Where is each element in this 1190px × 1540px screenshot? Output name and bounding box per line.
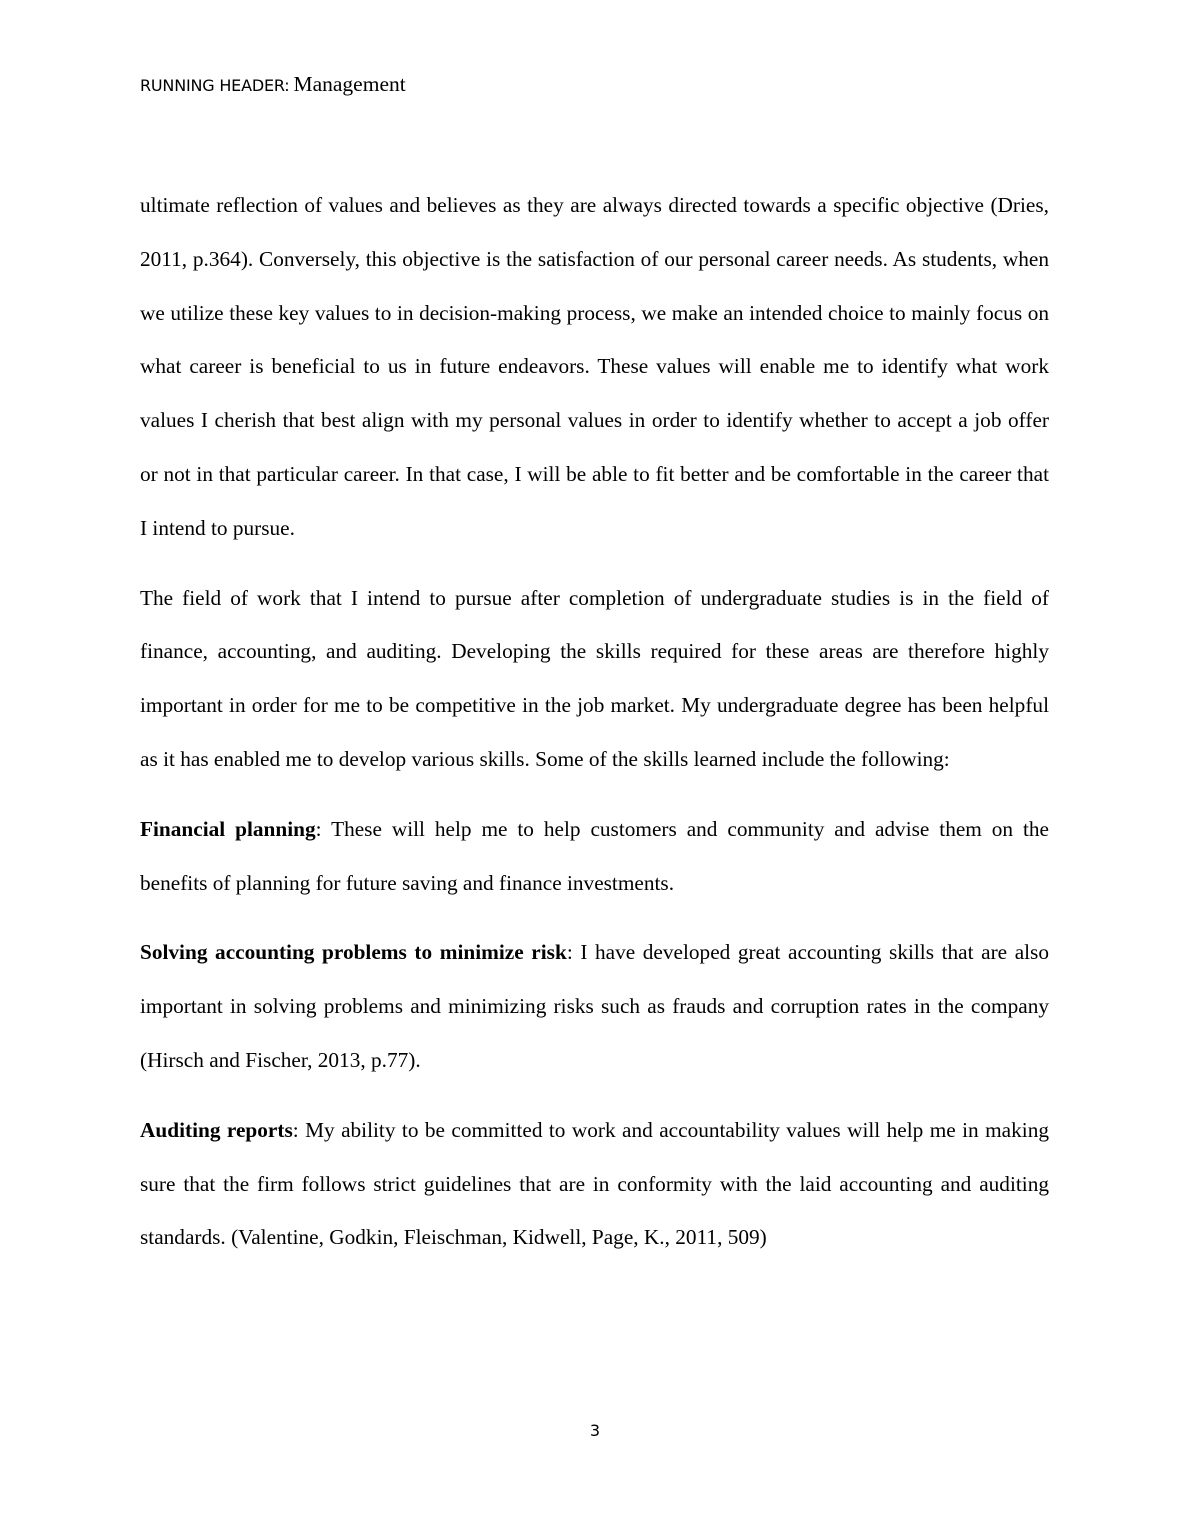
body-paragraph: The field of work that I intend to pursue after completion of undergraduate studies is in the field of finance, accounting, and auditing. Developing the skills required for these areas are therefore highly important in order for me to be competitive in the job market. My undergraduate degree has been helpful as it has enabled me to develop various skills. Some of the skills learned include the following: — [140, 585, 1049, 771]
page-number: 3 — [589, 1421, 601, 1440]
skill-paragraph-auditing-reports — [140, 1104, 1049, 1265]
skill-term: Auditing reports — [140, 1117, 293, 1142]
skill-description: : These will help me to help customers and community and advise them on the benefits of planning for future saving and finance investments. — [140, 816, 1050, 895]
skill-term: Solving accounting problems to minimize risk — [140, 940, 567, 965]
body-paragraph: ultimate reflection of values and believes as they are always directed towards a specific objective (Dries, 2011, p.364). Conversely, this objective is the satisfaction of our personal career needs. As students, when we utilize these key values to in decision-making process, we make an intended choice to mainly focus on what career is beneficial to us in future endeavors. These values will enable me to identify what work values I cherish that best align with my personal values in order to identify whether to accept a job offer or not in that particular career. In that case, I will be able to fit better and be comfortable in the career that I intend to pursue. — [140, 193, 1049, 540]
skill-paragraph-financial-planning — [140, 803, 1049, 911]
running-header-title: Management — [293, 72, 406, 96]
skill-term: Financial planning — [140, 816, 316, 841]
skill-paragraph-solving-accounting-problems — [140, 926, 1049, 1087]
running-header-label: RUNNING HEADER: — [140, 76, 290, 95]
document-body — [140, 179, 1049, 1265]
running-header — [140, 70, 406, 101]
skill-description: : I have developed great accounting skills that are also important in solving problems and minimizing risks such as frauds and corruption rates in the company (Hirsch and Fischer, 2013, p.77). — [140, 940, 1049, 1072]
skill-description: : My ability to be committed to work and accountability values will help me in making sure that the firm follows strict guidelines that are in conformity with the laid accounting and auditing standards. (Valentine, Godkin, Fleischman, Kidwell, Page, K., 2011, 509) — [140, 1117, 1049, 1250]
